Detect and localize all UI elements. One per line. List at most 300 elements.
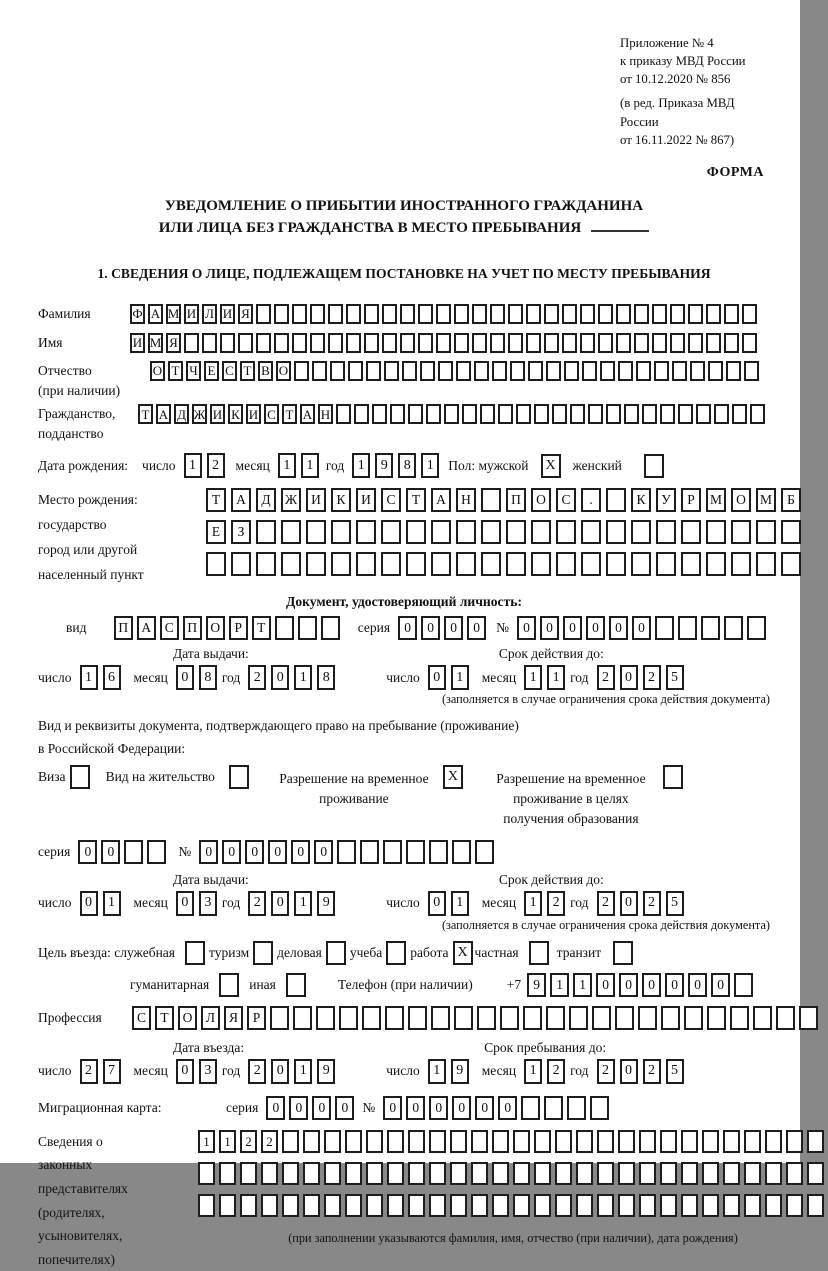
form-cell [730,1006,749,1030]
form-cell [324,1130,341,1153]
form-cell [564,361,579,381]
form-cell [726,361,741,381]
form-cell [655,616,674,640]
form-cell [681,1194,698,1217]
purpose-study-checkbox [386,941,406,965]
form-cell [324,1194,341,1217]
residence-permit-label: Вид на жительство [105,768,215,784]
stay-year-cells [597,1059,689,1084]
form-cell: 0 [421,616,440,640]
form-cell: 1 [103,891,121,916]
form-cell [569,1006,588,1030]
form-cell: С [556,488,576,512]
form-cell: 0 [711,973,730,997]
form-cell: Т [138,404,153,424]
form-cell [472,333,487,353]
form-cell [431,552,451,576]
form-cell [688,333,703,353]
form-cell: 1 [294,665,312,690]
form-cell: С [132,1006,151,1030]
form-cell [261,1194,278,1217]
form-cell [618,1130,635,1153]
form-cell: А [137,616,156,640]
form-cell [654,361,669,381]
form-cell [429,1130,446,1153]
form-cell [387,1162,404,1185]
form-cell [298,616,317,640]
entry-date-label: Дата въезда: [173,1039,245,1055]
form-cell [303,1162,320,1185]
form-cell [523,1006,542,1030]
form-cell: 1 [524,1059,542,1084]
form-cell [701,616,720,640]
form-cell [581,552,601,576]
entry-month-cells [176,1059,222,1084]
form-cell [450,1130,467,1153]
form-cell: 8 [317,665,335,690]
representatives-cells-row1 [198,1130,828,1153]
year-label: год [570,895,589,911]
purpose-label: Цель въезда: служебная [38,944,175,960]
form-cell [606,520,626,544]
birth-day-cells [184,453,230,478]
row-purpose [38,941,770,965]
form-cell: Д [256,488,276,512]
form-cell: 0 [620,1059,638,1084]
form-cell: 1 [294,891,312,916]
form-cell: О [178,1006,197,1030]
form-cell [534,1194,551,1217]
form-cell: 8 [199,665,217,690]
form-cell [381,520,401,544]
migr-series-cells [266,1096,358,1120]
form-cell [765,1162,782,1185]
form-cell: 0 [632,616,651,640]
form-cell [366,1162,383,1185]
form-cell: И [210,404,225,424]
form-cell [390,404,405,424]
form-cell [753,1006,772,1030]
form-cell [436,333,451,353]
form-cell [418,333,433,353]
form-cell: 0 [383,1096,402,1120]
permit-valid-month-cells [524,891,570,916]
representatives-cells-row3 [198,1194,828,1217]
form-cell [282,1194,299,1217]
form-cell [429,1162,446,1185]
form-cell: Р [681,488,701,512]
form-cell: 1 [80,665,98,690]
form-cell [450,1194,467,1217]
appendix-line: от 10.12.2020 № 856 [620,72,731,87]
form-cell [556,552,576,576]
form-cell: 0 [563,616,582,640]
visa-checkbox [70,765,90,789]
form-cell: 1 [301,453,319,478]
form-cell [681,1130,698,1153]
form-cell [256,552,276,576]
form-cell [438,361,453,381]
doc-valid-day-cells [428,665,474,690]
form-cell [328,333,343,353]
form-cell: 2 [643,891,661,916]
form-cell [408,1006,427,1030]
form-cell [731,552,751,576]
form-cell [471,1130,488,1153]
form-cell: П [183,616,202,640]
form-cell [481,552,501,576]
form-cell [598,333,613,353]
migration-card-label: Миграционная карта: [38,1099,162,1115]
form-cell [598,304,613,324]
form-cell: 0 [429,1096,448,1120]
form-cell: Л [201,1006,220,1030]
doc-issue-day-cells [80,665,126,690]
day-label: число [38,1063,72,1079]
form-cell [702,1130,719,1153]
doc-valid-note: (заполняется в случае ограничения срока действия документа) [441,692,770,707]
form-cell [606,404,621,424]
form-cell [450,1162,467,1185]
form-cell: Р [247,1006,266,1030]
row-permit-type [38,765,770,830]
form-cell [702,1162,719,1185]
form-cell [408,1162,425,1185]
permit-issue-month-cells [176,891,222,916]
form-cell: 0 [314,840,333,864]
form-cell [555,1162,572,1185]
form-cell [500,1006,519,1030]
form-cell: 9 [451,1059,469,1084]
form-cell [544,1096,563,1120]
form-cell [240,1194,257,1217]
form-cell [366,1194,383,1217]
form-cell: 2 [248,1059,266,1084]
form-cell [588,404,603,424]
row-entry-dates [38,1059,770,1084]
temp-residence-edu-label: Разрешение на временное проживание в целях получения образования [496,770,646,827]
citizenship-label: Гражданство, подданство [38,406,116,441]
form-cell [765,1130,782,1153]
form-cell: 1 [451,891,469,916]
form-cell [472,304,487,324]
form-cell [282,1162,299,1185]
form-cell: 1 [547,665,565,690]
form-cell [324,1162,341,1185]
form-cell [293,1006,312,1030]
form-cell [490,333,505,353]
form-cell: 2 [240,1130,257,1153]
form-cell: 0 [78,840,97,864]
day-label: число [38,895,72,911]
form-cell: 0 [596,973,615,997]
form-cell [744,1130,761,1153]
permit-valid-year-cells [597,891,689,916]
form-cell: 1 [278,453,296,478]
sex-female-checkbox [644,454,664,478]
form-cell: 1 [421,453,439,478]
day-label: число [386,1063,420,1079]
doc-valid-until-label: Срок действия до: [498,646,604,662]
form-cell [275,616,294,640]
sex-female-label: женский [572,457,622,473]
humanitarian-label: гуманитарная [130,976,210,992]
form-cell [631,520,651,544]
form-cell [723,1194,740,1217]
form-cell [444,404,459,424]
name-label: Имя [38,334,63,350]
form-cell [807,1194,824,1217]
form-cell: 0 [398,616,417,640]
form-cell [238,333,253,353]
form-cell [678,404,693,424]
doc-issue-year-cells [248,665,340,690]
form-cell [508,304,523,324]
form-cell [406,840,425,864]
form-cell: 0 [271,1059,289,1084]
form-cell [312,361,327,381]
form-cell: 0 [335,1096,354,1120]
form-cell: И [220,304,235,324]
form-cell: 0 [620,891,638,916]
stay-month-cells [524,1059,570,1084]
form-cell [631,552,651,576]
form-cell [590,1096,609,1120]
form-cell [562,333,577,353]
form-cell [567,1096,586,1120]
form-cell: Р [229,616,248,640]
purpose-work-checkbox: X [453,941,473,965]
form-cell [184,333,199,353]
doc-number-cells [517,616,770,640]
form-cell: М [148,333,163,353]
form-cell [372,404,387,424]
month-label: месяц [481,669,517,685]
form-cell: 0 [266,1096,285,1120]
form-cell [321,616,340,640]
form-cell: Т [252,616,271,640]
title-blank-line [591,218,649,232]
year-label: год [570,669,589,685]
form-cell [534,1130,551,1153]
form-cell [582,361,597,381]
form-cell [498,404,513,424]
form-cell [316,1006,335,1030]
form-cell [706,304,721,324]
form-cell [660,1162,677,1185]
representatives-cells-row2 [198,1162,828,1185]
form-cell [354,404,369,424]
form-cell [310,333,325,353]
form-cell: 0 [642,973,661,997]
form-cell: 2 [643,665,661,690]
form-cell: А [300,404,315,424]
profession-cells [132,1006,822,1030]
form-cell [546,1006,565,1030]
form-cell [555,1130,572,1153]
form-cell [724,333,739,353]
purpose-other-checkbox [286,973,306,997]
form-cell [406,520,426,544]
form-cell: 1 [352,453,370,478]
form-cell: 0 [289,1096,308,1120]
form-cell: 0 [688,973,707,997]
form-cell: Е [204,361,219,381]
birthplace-cells-block [206,488,806,576]
form-cell [492,1194,509,1217]
form-cell [256,333,271,353]
temp-residence-checkbox: X [443,765,463,789]
form-cell [681,552,701,576]
study-label: учеба [349,944,383,960]
form-cell [406,552,426,576]
form-cell [206,552,226,576]
form-cell [618,1194,635,1217]
form-cell: Н [456,488,476,512]
form-cell: 2 [261,1130,278,1153]
form-cell [456,552,476,576]
row-surname [38,304,770,324]
form-cell [382,333,397,353]
permit-series-label: серия [38,843,71,859]
form-cell [294,361,309,381]
row-permit-date-labels [38,872,770,888]
form-cell: Ж [281,488,301,512]
birthplace-cells-row2 [206,520,806,544]
form-cell [274,304,289,324]
form-cell: 2 [597,1059,615,1084]
form-cell [526,333,541,353]
form-cell [592,1006,611,1030]
form-cell [723,1162,740,1185]
doc-issue-date-label: Дата выдачи: [173,646,249,662]
form-cell: М [706,488,726,512]
birth-month-cells [278,453,324,478]
form-cell: 0 [222,840,241,864]
form-cell [480,404,495,424]
form-cell [477,1006,496,1030]
phone-prefix: +7 [506,976,522,992]
form-cell [429,840,448,864]
form-cell [292,304,307,324]
form-cell [714,404,729,424]
surname-cells [130,304,760,324]
form-cell [531,552,551,576]
form-cell: 0 [406,1096,425,1120]
form-cell [597,1194,614,1217]
form-cell [597,1162,614,1185]
form-cell: Т [282,404,297,424]
form-cell [786,1194,803,1217]
form-cell [616,304,631,324]
form-cell: 9 [317,1059,335,1084]
row-birthplace [38,488,795,588]
form-cell [481,488,501,512]
form-cell: А [156,404,171,424]
form-cell [600,361,615,381]
permit-series-cells [78,840,170,864]
form-cell: Т [155,1006,174,1030]
form-cell [684,1006,703,1030]
form-cell: 9 [375,453,393,478]
form-cell [452,840,471,864]
form-cell: 0 [619,973,638,997]
birth-year-cells [352,453,444,478]
form-cell: 0 [540,616,559,640]
form-cell [274,333,289,353]
form-cell: Т [406,488,426,512]
form-cell: 0 [199,840,218,864]
form-cell [360,840,379,864]
purpose-transit-checkbox [613,941,633,965]
doc-valid-year-cells [597,665,689,690]
purpose-official-checkbox [185,941,205,965]
purpose-private-checkbox [529,941,549,965]
form-cell: 2 [597,891,615,916]
form-cell: 1 [524,665,542,690]
doc-type-label: вид [66,620,87,636]
form-cell: О [731,488,751,512]
form-cell: К [228,404,243,424]
form-cell [556,520,576,544]
form-cell [420,361,435,381]
month-label: месяц [481,1063,517,1079]
form-cell [384,361,399,381]
row-migration-card [38,1096,770,1120]
form-cell [454,1006,473,1030]
visa-label: Виза [38,768,66,784]
form-cell [402,361,417,381]
form-cell: 0 [312,1096,331,1120]
form-cell [656,552,676,576]
row-permit-dates [38,891,770,916]
form-cell: 0 [467,616,486,640]
form-cell: 0 [665,973,684,997]
form-cell: 0 [452,1096,471,1120]
form-cell: 0 [428,665,446,690]
patronymic-cells [150,361,762,381]
temp-residence-edu-checkbox [663,765,683,789]
doc-valid-month-cells [524,665,570,690]
form-title [38,195,770,240]
year-label: год [221,895,241,911]
form-cell [381,552,401,576]
permit-number-label: № [178,843,192,859]
row-doc-date-labels [38,646,770,662]
form-cell: О [206,616,225,640]
form-cell: И [246,404,261,424]
form-cell [219,1162,236,1185]
form-cell: 2 [643,1059,661,1084]
form-cell [681,520,701,544]
form-cell [534,404,549,424]
form-cell: 5 [666,1059,684,1084]
form-cell [544,333,559,353]
form-cell [562,304,577,324]
form-cell [408,1130,425,1153]
work-label: работа [410,944,449,960]
form-cell: М [756,488,776,512]
form-cell [202,333,217,353]
form-cell: . [581,488,601,512]
form-cell [531,520,551,544]
form-cell: 8 [398,453,416,478]
form-cell [516,404,531,424]
form-cell [492,361,507,381]
form-cell: Л [202,304,217,324]
form-cell [282,1130,299,1153]
form-cell [744,1162,761,1185]
